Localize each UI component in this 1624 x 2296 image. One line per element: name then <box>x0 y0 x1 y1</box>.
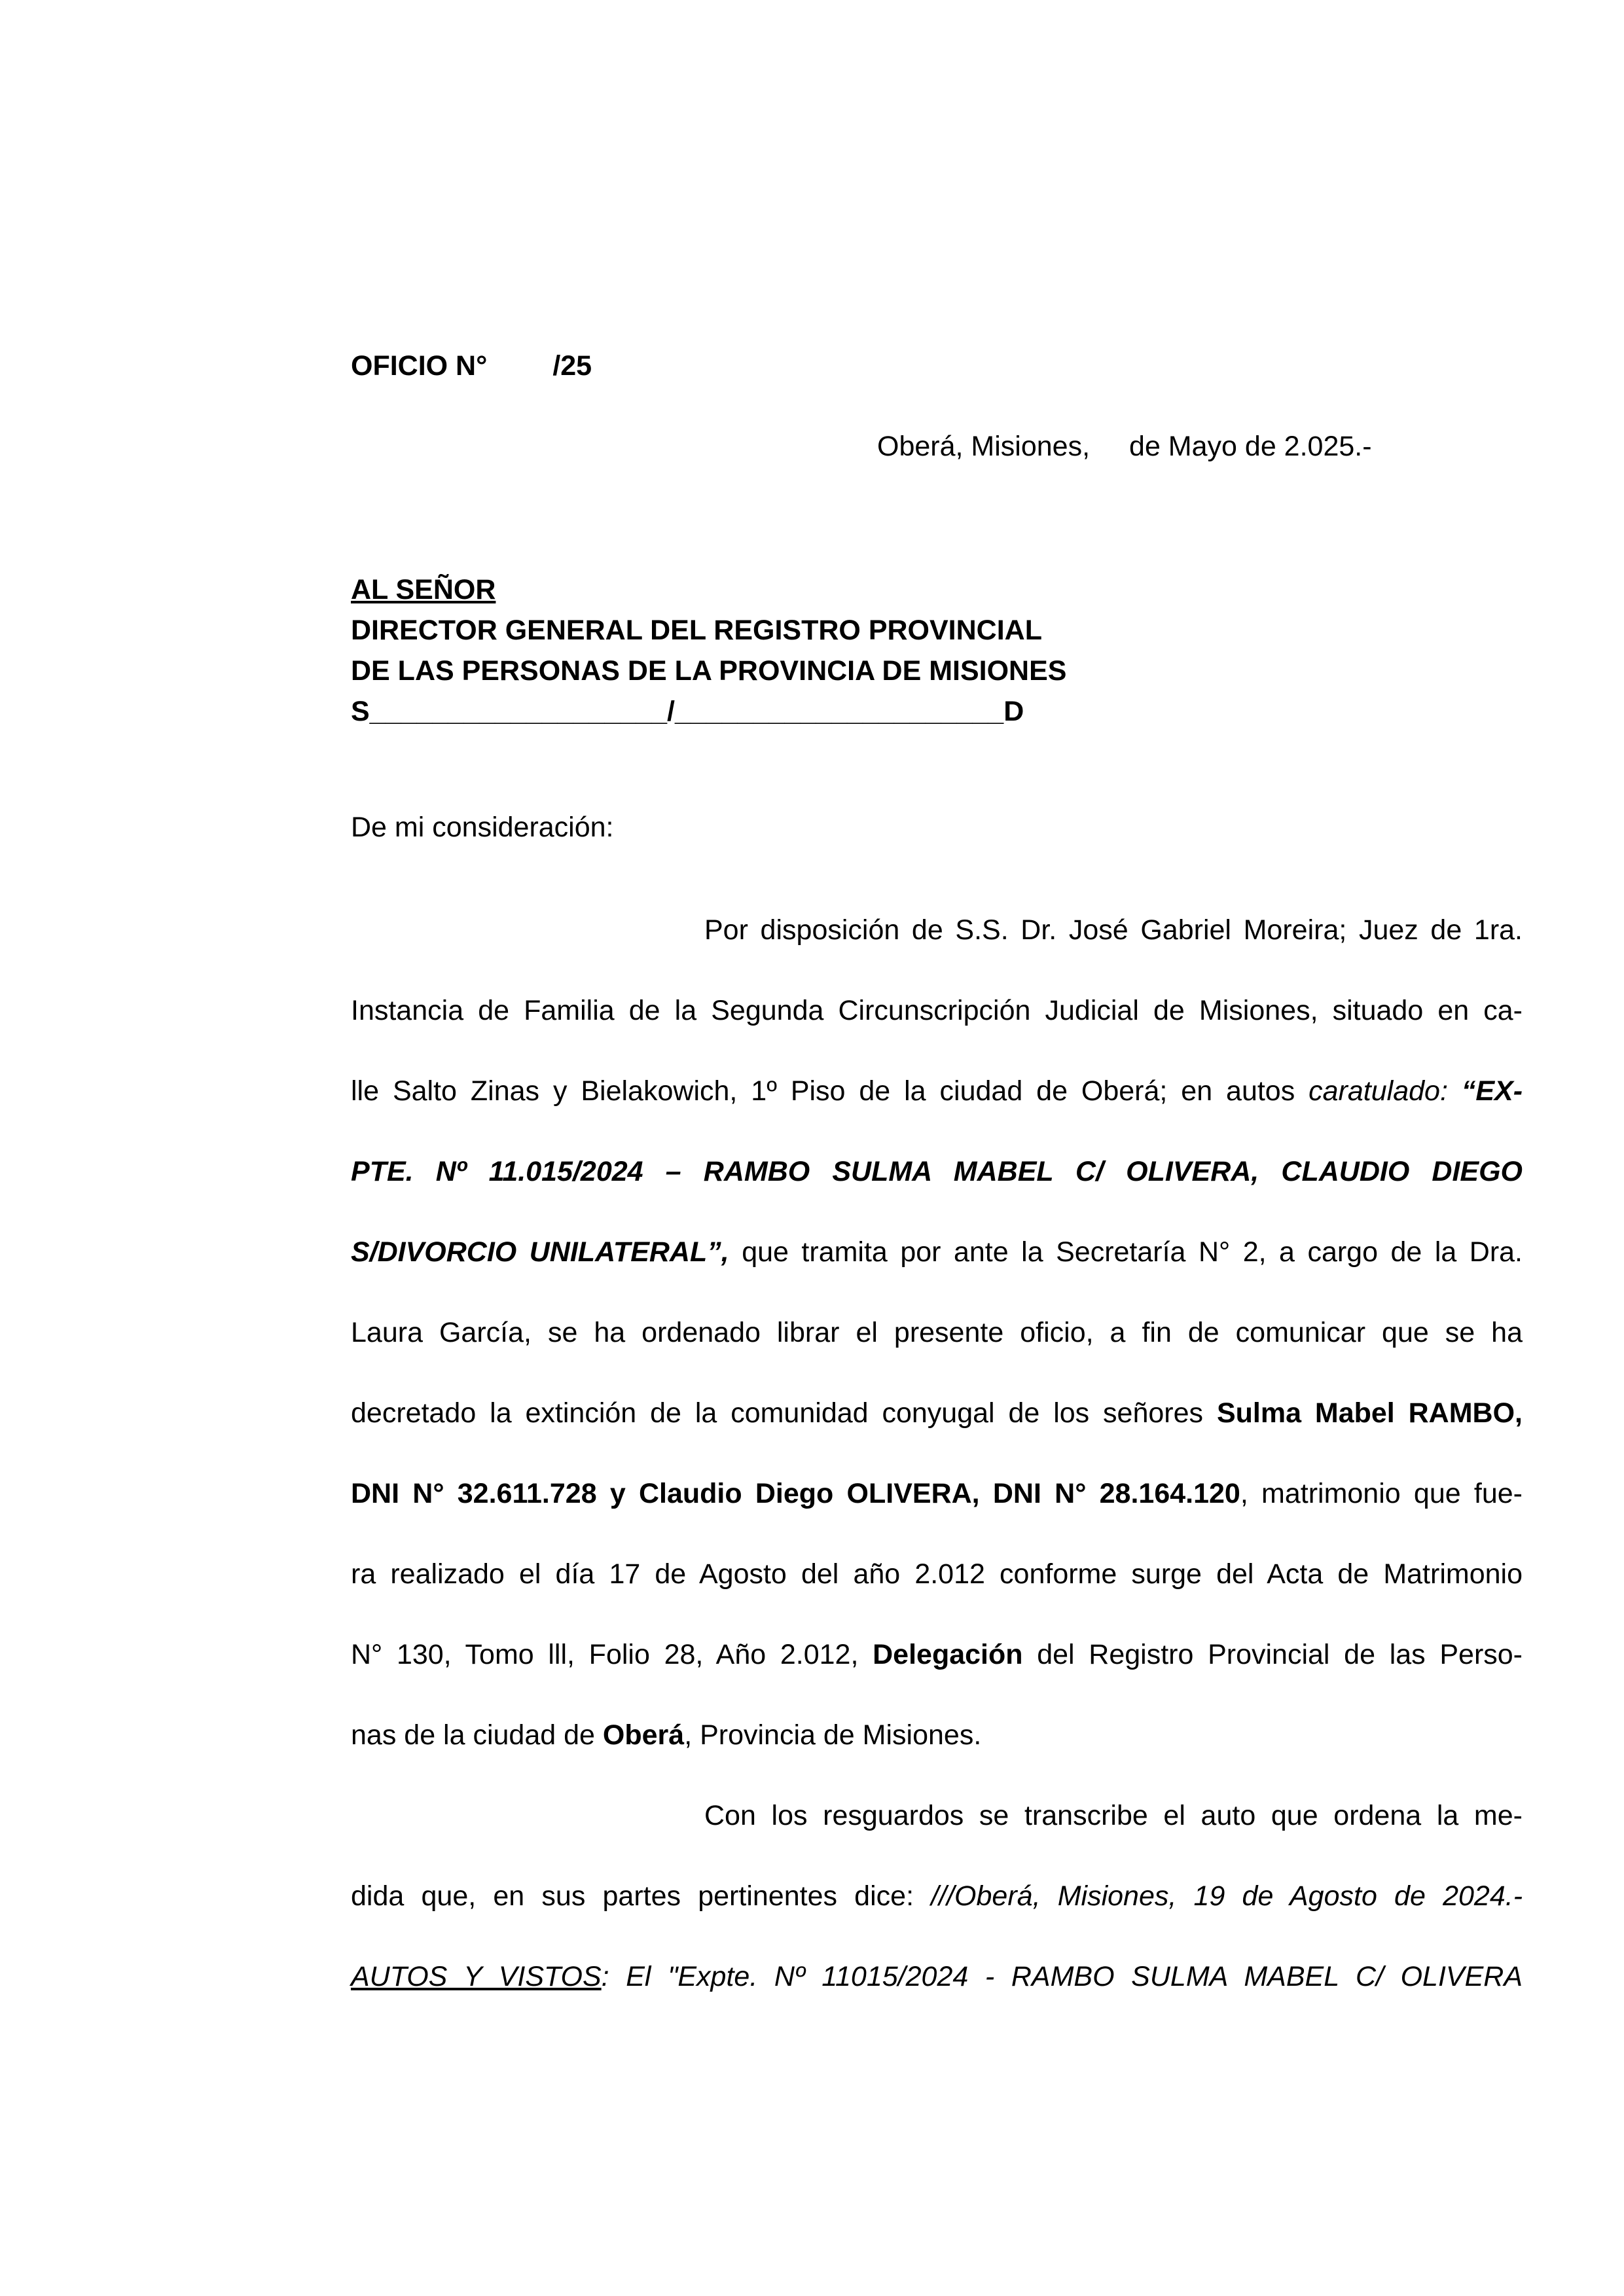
body-line-14 <box>351 1937 1523 2017</box>
address-line-2: DIRECTOR GENERAL DEL REGISTRO PROVINCIAL <box>351 615 1042 646</box>
body-line-4-text: PTE. Nº 11.015/2024 – RAMBO SULMA MABEL C/ OLIVERA, CLAUDIO DIEGO <box>351 1156 1523 1187</box>
body-line-14a: AUTOS Y VISTOS <box>351 1961 602 1992</box>
body-line-5a: S/DIVORCIO UNILATERAL”, <box>351 1236 729 1268</box>
body-line-3c: “EX- <box>1461 1075 1523 1107</box>
body-line-10b: Delegación <box>873 1639 1023 1670</box>
body-line-10 <box>351 1615 1523 1695</box>
body-line-3a: lle Salto Zinas y Bielakowich, 1º Piso de la ciudad de Oberá; en autos <box>351 1075 1309 1107</box>
body-line-11 <box>351 1695 1523 1776</box>
body-line-13 <box>351 1856 1523 1937</box>
oficio-label: OFICIO N° <box>351 350 488 382</box>
body-line-1-text: Por disposición de S.S. Dr. José Gabriel Moreira; Juez de 1ra. <box>704 914 1523 946</box>
body-line-7 <box>351 1373 1523 1454</box>
address-line-1: AL SEÑOR <box>351 574 496 605</box>
body-line-14b: : El "Expte. Nº 11015/2024 - RAMBO SULMA MABEL C/ OLIVERA <box>601 1961 1523 1992</box>
body-line-4 <box>351 1132 1523 1212</box>
body-line-3b: caratulado: <box>1308 1075 1462 1107</box>
body-line-2 <box>351 971 1523 1051</box>
oficio-heading <box>351 350 592 382</box>
body-line-9-text: ra realizado el día 17 de Agosto del año 2.012 conforme surge del Acta de Matrimonio <box>351 1558 1523 1590</box>
oficio-number: /25 <box>552 350 592 382</box>
date-place: Oberá, Misiones, <box>877 431 1091 462</box>
address-block <box>351 569 1066 732</box>
body-line-6 <box>351 1293 1523 1373</box>
body-line-7a: decretado la extinción de la comunidad conyugal de los señores <box>351 1397 1217 1429</box>
body-line-10c: del Registro Provincial de las Perso- <box>1022 1639 1523 1670</box>
body-line-13a: dida que, en sus partes pertinentes dice: <box>351 1880 931 1912</box>
body-line-11a: nas de la ciudad de <box>351 1719 603 1751</box>
body-line-8 <box>351 1454 1523 1534</box>
body-line-10a: N° 130, Tomo lll, Folio 28, Año 2.012, <box>351 1639 873 1670</box>
address-line-3: DE LAS PERSONAS DE LA PROVINCIA DE MISIONES <box>351 655 1067 687</box>
body-line-3 <box>351 1051 1523 1132</box>
body-line-5b: que tramita por ante la Secretaría N° 2, a cargo de la Dra. <box>729 1236 1523 1268</box>
date-line <box>877 431 1372 463</box>
body-line-7b: Sulma Mabel RAMBO, <box>1216 1397 1523 1429</box>
body-line-5 <box>351 1212 1523 1293</box>
date-rest: de Mayo de 2.025.- <box>1129 431 1372 462</box>
address-line-4: S___________________/_____________________D <box>351 696 1024 727</box>
body-line-2-text: Instancia de Familia de la Segunda Circunscripción Judicial de Misiones, situado en ca- <box>351 995 1523 1026</box>
body-line-9 <box>351 1534 1523 1615</box>
body-line-1 <box>351 890 1523 971</box>
body-line-8b: , matrimonio que fue- <box>1240 1478 1523 1509</box>
body-line-12 <box>351 1776 1523 1856</box>
body-line-11c: , Provincia de Misiones. <box>684 1719 982 1751</box>
body-text <box>351 890 1523 2017</box>
body-line-11b: Oberá <box>602 1719 685 1751</box>
body-line-6-text: Laura García, se ha ordenado librar el presente oficio, a fin de comunicar que se ha <box>351 1317 1523 1348</box>
body-line-13b: ///Oberá, Misiones, 19 de Agosto de 2024.- <box>931 1880 1523 1912</box>
greeting: De mi consideración: <box>351 812 614 843</box>
body-line-12-text: Con los resguardos se transcribe el auto que ordena la me- <box>704 1800 1523 1831</box>
body-line-8a: DNI N° 32.611.728 y Claudio Diego OLIVERA, DNI N° 28.164.120 <box>351 1478 1240 1509</box>
